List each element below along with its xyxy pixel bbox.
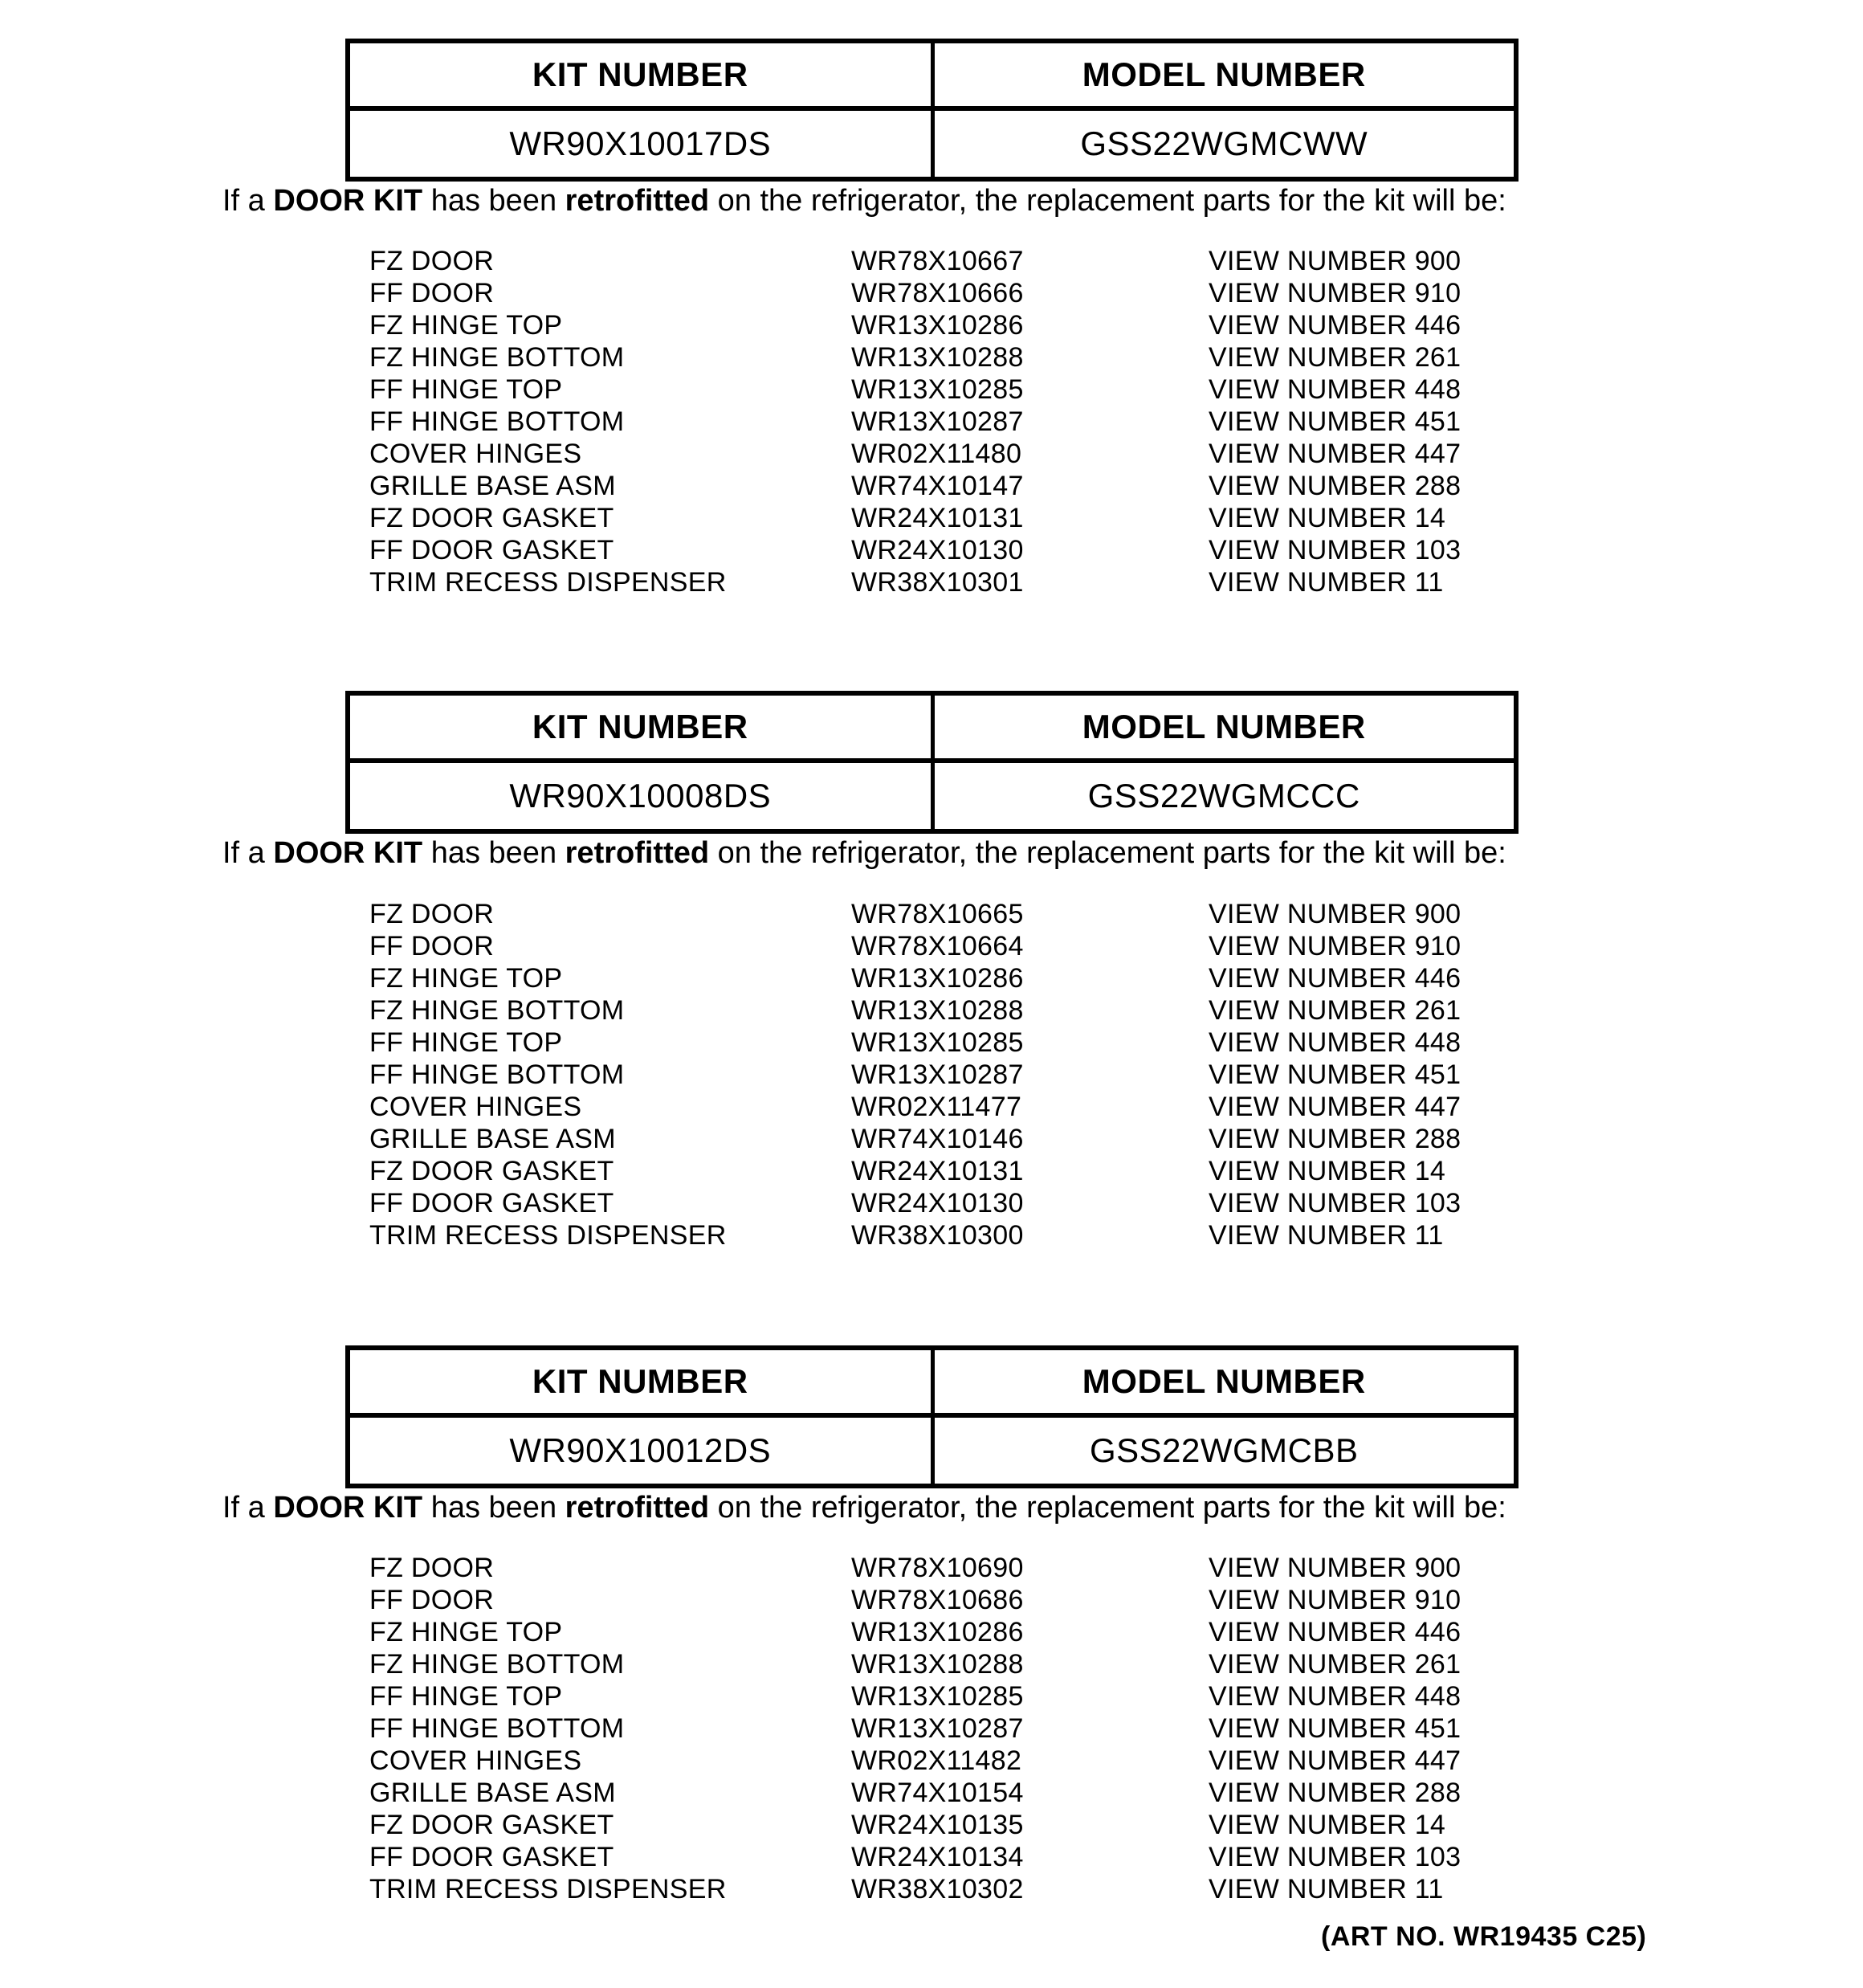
part-name: FZ DOOR — [369, 246, 495, 276]
parts-list-row — [0, 930, 1863, 962]
part-number: WR13X10287 — [851, 1713, 1024, 1744]
part-name: FF HINGE TOP — [369, 374, 563, 405]
part-number: WR78X10666 — [851, 278, 1024, 308]
parts-list-row — [0, 962, 1863, 994]
part-number: WR13X10285 — [851, 374, 1024, 405]
intro-text-retrofitted: retrofitted — [565, 184, 710, 218]
intro-text-part2: has been — [422, 1491, 565, 1525]
kit-number-value: WR90X10012DS — [509, 1431, 772, 1469]
table-header-row — [348, 1348, 1516, 1415]
part-name: COVER HINGES — [369, 1745, 582, 1776]
parts-list-row — [0, 1745, 1863, 1777]
part-view-number: VIEW NUMBER 447 — [1209, 439, 1461, 469]
part-view-number: VIEW NUMBER 103 — [1209, 1842, 1461, 1872]
part-view-number: VIEW NUMBER 11 — [1209, 567, 1444, 598]
part-view-number: VIEW NUMBER 103 — [1209, 535, 1461, 565]
part-number: WR24X10130 — [851, 1188, 1024, 1219]
part-name: FZ HINGE TOP — [369, 1617, 563, 1647]
intro-text-door-kit: DOOR KIT — [273, 836, 423, 870]
intro-text-part1: If a — [222, 1491, 274, 1525]
kit-model-table — [345, 39, 1519, 182]
retrofit-intro-sentence — [222, 1490, 1506, 1525]
parts-list-row — [0, 1809, 1863, 1841]
kit-number-value: WR90X10008DS — [509, 777, 772, 814]
part-view-number: VIEW NUMBER 910 — [1209, 278, 1461, 308]
part-name: FZ HINGE BOTTOM — [369, 342, 625, 373]
part-view-number: VIEW NUMBER 14 — [1209, 1810, 1446, 1840]
parts-list-row — [0, 245, 1863, 277]
part-view-number: VIEW NUMBER 451 — [1209, 1713, 1461, 1744]
table-row — [348, 108, 1516, 179]
parts-list-row — [0, 534, 1863, 566]
parts-list-row — [0, 277, 1863, 309]
part-number: WR38X10301 — [851, 567, 1024, 598]
part-number: WR13X10286 — [851, 963, 1024, 994]
parts-list-row — [0, 994, 1863, 1027]
part-view-number: VIEW NUMBER 447 — [1209, 1745, 1461, 1776]
part-view-number: VIEW NUMBER 288 — [1209, 1778, 1461, 1808]
part-number: WR74X10147 — [851, 471, 1024, 501]
parts-list-row — [0, 438, 1863, 470]
part-name: TRIM RECESS DISPENSER — [369, 1874, 727, 1904]
parts-list-row — [0, 1027, 1863, 1059]
intro-text-part2: has been — [422, 184, 565, 218]
parts-list-row — [0, 341, 1863, 374]
parts-list-row — [0, 1187, 1863, 1219]
table-header-row — [348, 693, 1516, 761]
part-name: FF HINGE BOTTOM — [369, 1059, 625, 1090]
replacement-parts-list — [0, 245, 1863, 598]
part-name: COVER HINGES — [369, 1092, 582, 1122]
replacement-parts-list — [0, 1552, 1863, 1905]
parts-list-row — [0, 1091, 1863, 1123]
parts-list-row — [0, 1616, 1863, 1648]
parts-list-row — [0, 374, 1863, 406]
part-view-number: VIEW NUMBER 14 — [1209, 1156, 1446, 1186]
part-view-number: VIEW NUMBER 11 — [1209, 1874, 1444, 1904]
intro-text-retrofitted: retrofitted — [565, 1491, 710, 1525]
intro-text-part2: has been — [422, 836, 565, 870]
parts-list-row — [0, 1841, 1863, 1873]
parts-list-row — [0, 566, 1863, 598]
part-name: FZ HINGE BOTTOM — [369, 995, 625, 1026]
retrofit-intro-sentence — [222, 835, 1506, 871]
part-number: WR13X10288 — [851, 342, 1024, 373]
part-view-number: VIEW NUMBER 103 — [1209, 1188, 1461, 1219]
part-view-number: VIEW NUMBER 451 — [1209, 406, 1461, 437]
intro-text-part1: If a — [222, 184, 274, 218]
part-number: WR13X10288 — [851, 1649, 1024, 1680]
part-view-number: VIEW NUMBER 448 — [1209, 1027, 1461, 1058]
model-number-header: MODEL NUMBER — [932, 1348, 1516, 1415]
table-row — [348, 761, 1516, 831]
part-number: WR38X10302 — [851, 1874, 1024, 1904]
table-row — [348, 1415, 1516, 1486]
part-view-number: VIEW NUMBER 900 — [1209, 1553, 1461, 1583]
part-number: WR02X11482 — [851, 1745, 1022, 1776]
parts-list-row — [0, 1648, 1863, 1680]
part-view-number: VIEW NUMBER 446 — [1209, 310, 1461, 341]
intro-text-part3: on the refrigerator, the replacement parts for the kit will be: — [709, 184, 1506, 218]
part-name: FF DOOR GASKET — [369, 1188, 614, 1219]
intro-text-part3: on the refrigerator, the replacement parts for the kit will be: — [709, 1491, 1506, 1525]
part-name: FF HINGE TOP — [369, 1027, 563, 1058]
intro-text-part3: on the refrigerator, the replacement parts for the kit will be: — [709, 836, 1506, 870]
part-view-number: VIEW NUMBER 447 — [1209, 1092, 1461, 1122]
part-name: GRILLE BASE ASM — [369, 1124, 616, 1154]
parts-list-row — [0, 1873, 1863, 1905]
part-name: FZ DOOR — [369, 899, 495, 929]
part-name: COVER HINGES — [369, 439, 582, 469]
kit-number-header: KIT NUMBER — [348, 41, 932, 108]
part-number: WR24X10131 — [851, 503, 1024, 533]
part-view-number: VIEW NUMBER 288 — [1209, 471, 1461, 501]
parts-list-row — [0, 1584, 1863, 1616]
part-number: WR78X10690 — [851, 1553, 1024, 1583]
part-number: WR24X10131 — [851, 1156, 1024, 1186]
intro-text-part1: If a — [222, 836, 274, 870]
parts-list-row — [0, 1777, 1863, 1809]
part-number: WR13X10286 — [851, 310, 1024, 341]
part-name: FZ DOOR GASKET — [369, 503, 614, 533]
parts-list-row — [0, 406, 1863, 438]
part-number: WR24X10130 — [851, 535, 1024, 565]
part-name: FF DOOR GASKET — [369, 535, 614, 565]
kit-number-header: KIT NUMBER — [348, 1348, 932, 1415]
part-name: FZ DOOR GASKET — [369, 1810, 614, 1840]
parts-list-row — [0, 502, 1863, 534]
part-view-number: VIEW NUMBER 261 — [1209, 342, 1461, 373]
part-number: WR78X10667 — [851, 246, 1024, 276]
parts-list-row — [0, 470, 1863, 502]
intro-text-retrofitted: retrofitted — [565, 836, 710, 870]
part-view-number: VIEW NUMBER 448 — [1209, 374, 1461, 405]
part-name: FF DOOR — [369, 1585, 495, 1615]
part-view-number: VIEW NUMBER 910 — [1209, 931, 1461, 961]
parts-list-row — [0, 1123, 1863, 1155]
model-number-header: MODEL NUMBER — [932, 41, 1516, 108]
part-name: FZ HINGE TOP — [369, 310, 563, 341]
retrofit-intro-sentence — [222, 183, 1506, 218]
part-number: WR38X10300 — [851, 1220, 1024, 1251]
part-number: WR74X10146 — [851, 1124, 1024, 1154]
parts-list-row — [0, 1680, 1863, 1712]
part-name: FF DOOR — [369, 931, 495, 961]
part-name: FZ HINGE TOP — [369, 963, 563, 994]
part-view-number: VIEW NUMBER 11 — [1209, 1220, 1444, 1251]
part-name: FZ DOOR GASKET — [369, 1156, 614, 1186]
part-number: WR13X10286 — [851, 1617, 1024, 1647]
part-name: GRILLE BASE ASM — [369, 471, 616, 501]
kit-number-header: KIT NUMBER — [348, 693, 932, 761]
art-number-footer: (ART NO. WR19435 C25) — [1321, 1921, 1647, 1952]
part-view-number: VIEW NUMBER 261 — [1209, 1649, 1461, 1680]
part-number: WR13X10287 — [851, 1059, 1024, 1090]
part-view-number: VIEW NUMBER 900 — [1209, 246, 1461, 276]
kit-model-table — [345, 1345, 1519, 1488]
part-number: WR13X10285 — [851, 1027, 1024, 1058]
parts-list-row — [0, 1712, 1863, 1745]
part-name: FF HINGE TOP — [369, 1681, 563, 1712]
model-number-header: MODEL NUMBER — [932, 693, 1516, 761]
part-name: TRIM RECESS DISPENSER — [369, 567, 727, 598]
part-view-number: VIEW NUMBER 900 — [1209, 899, 1461, 929]
part-view-number: VIEW NUMBER 288 — [1209, 1124, 1461, 1154]
part-view-number: VIEW NUMBER 14 — [1209, 503, 1446, 533]
model-number-value: GSS22WGMCCC — [932, 761, 1516, 831]
part-view-number: VIEW NUMBER 261 — [1209, 995, 1461, 1026]
model-number-value: GSS22WGMCBB — [932, 1415, 1516, 1486]
parts-list-row — [0, 1219, 1863, 1251]
part-number: WR78X10686 — [851, 1585, 1024, 1615]
part-number: WR24X10135 — [851, 1810, 1024, 1840]
part-view-number: VIEW NUMBER 910 — [1209, 1585, 1461, 1615]
part-name: FF HINGE BOTTOM — [369, 1713, 625, 1744]
part-number: WR74X10154 — [851, 1778, 1024, 1808]
parts-list-row — [0, 1059, 1863, 1091]
part-number: WR13X10288 — [851, 995, 1024, 1026]
parts-list-row — [0, 1155, 1863, 1187]
part-number: WR02X11477 — [851, 1092, 1022, 1122]
table-header-row — [348, 41, 1516, 108]
part-number: WR13X10287 — [851, 406, 1024, 437]
part-view-number: VIEW NUMBER 448 — [1209, 1681, 1461, 1712]
part-name: FZ DOOR — [369, 1553, 495, 1583]
parts-list-row — [0, 1552, 1863, 1584]
kit-model-table — [345, 691, 1519, 834]
part-number: WR24X10134 — [851, 1842, 1024, 1872]
parts-list-row — [0, 309, 1863, 341]
parts-list-row — [0, 898, 1863, 930]
kit-number-value: WR90X10017DS — [509, 125, 772, 162]
part-name: GRILLE BASE ASM — [369, 1778, 616, 1808]
intro-text-door-kit: DOOR KIT — [273, 1491, 423, 1525]
part-name: TRIM RECESS DISPENSER — [369, 1220, 727, 1251]
part-name: FF DOOR GASKET — [369, 1842, 614, 1872]
part-view-number: VIEW NUMBER 451 — [1209, 1059, 1461, 1090]
part-number: WR13X10285 — [851, 1681, 1024, 1712]
part-view-number: VIEW NUMBER 446 — [1209, 963, 1461, 994]
intro-text-door-kit: DOOR KIT — [273, 184, 423, 218]
replacement-parts-list — [0, 898, 1863, 1251]
part-name: FF DOOR — [369, 278, 495, 308]
model-number-value: GSS22WGMCWW — [932, 108, 1516, 179]
part-number: WR02X11480 — [851, 439, 1022, 469]
part-number: WR78X10665 — [851, 899, 1024, 929]
part-number: WR78X10664 — [851, 931, 1024, 961]
part-view-number: VIEW NUMBER 446 — [1209, 1617, 1461, 1647]
part-name: FF HINGE BOTTOM — [369, 406, 625, 437]
part-name: FZ HINGE BOTTOM — [369, 1649, 625, 1680]
